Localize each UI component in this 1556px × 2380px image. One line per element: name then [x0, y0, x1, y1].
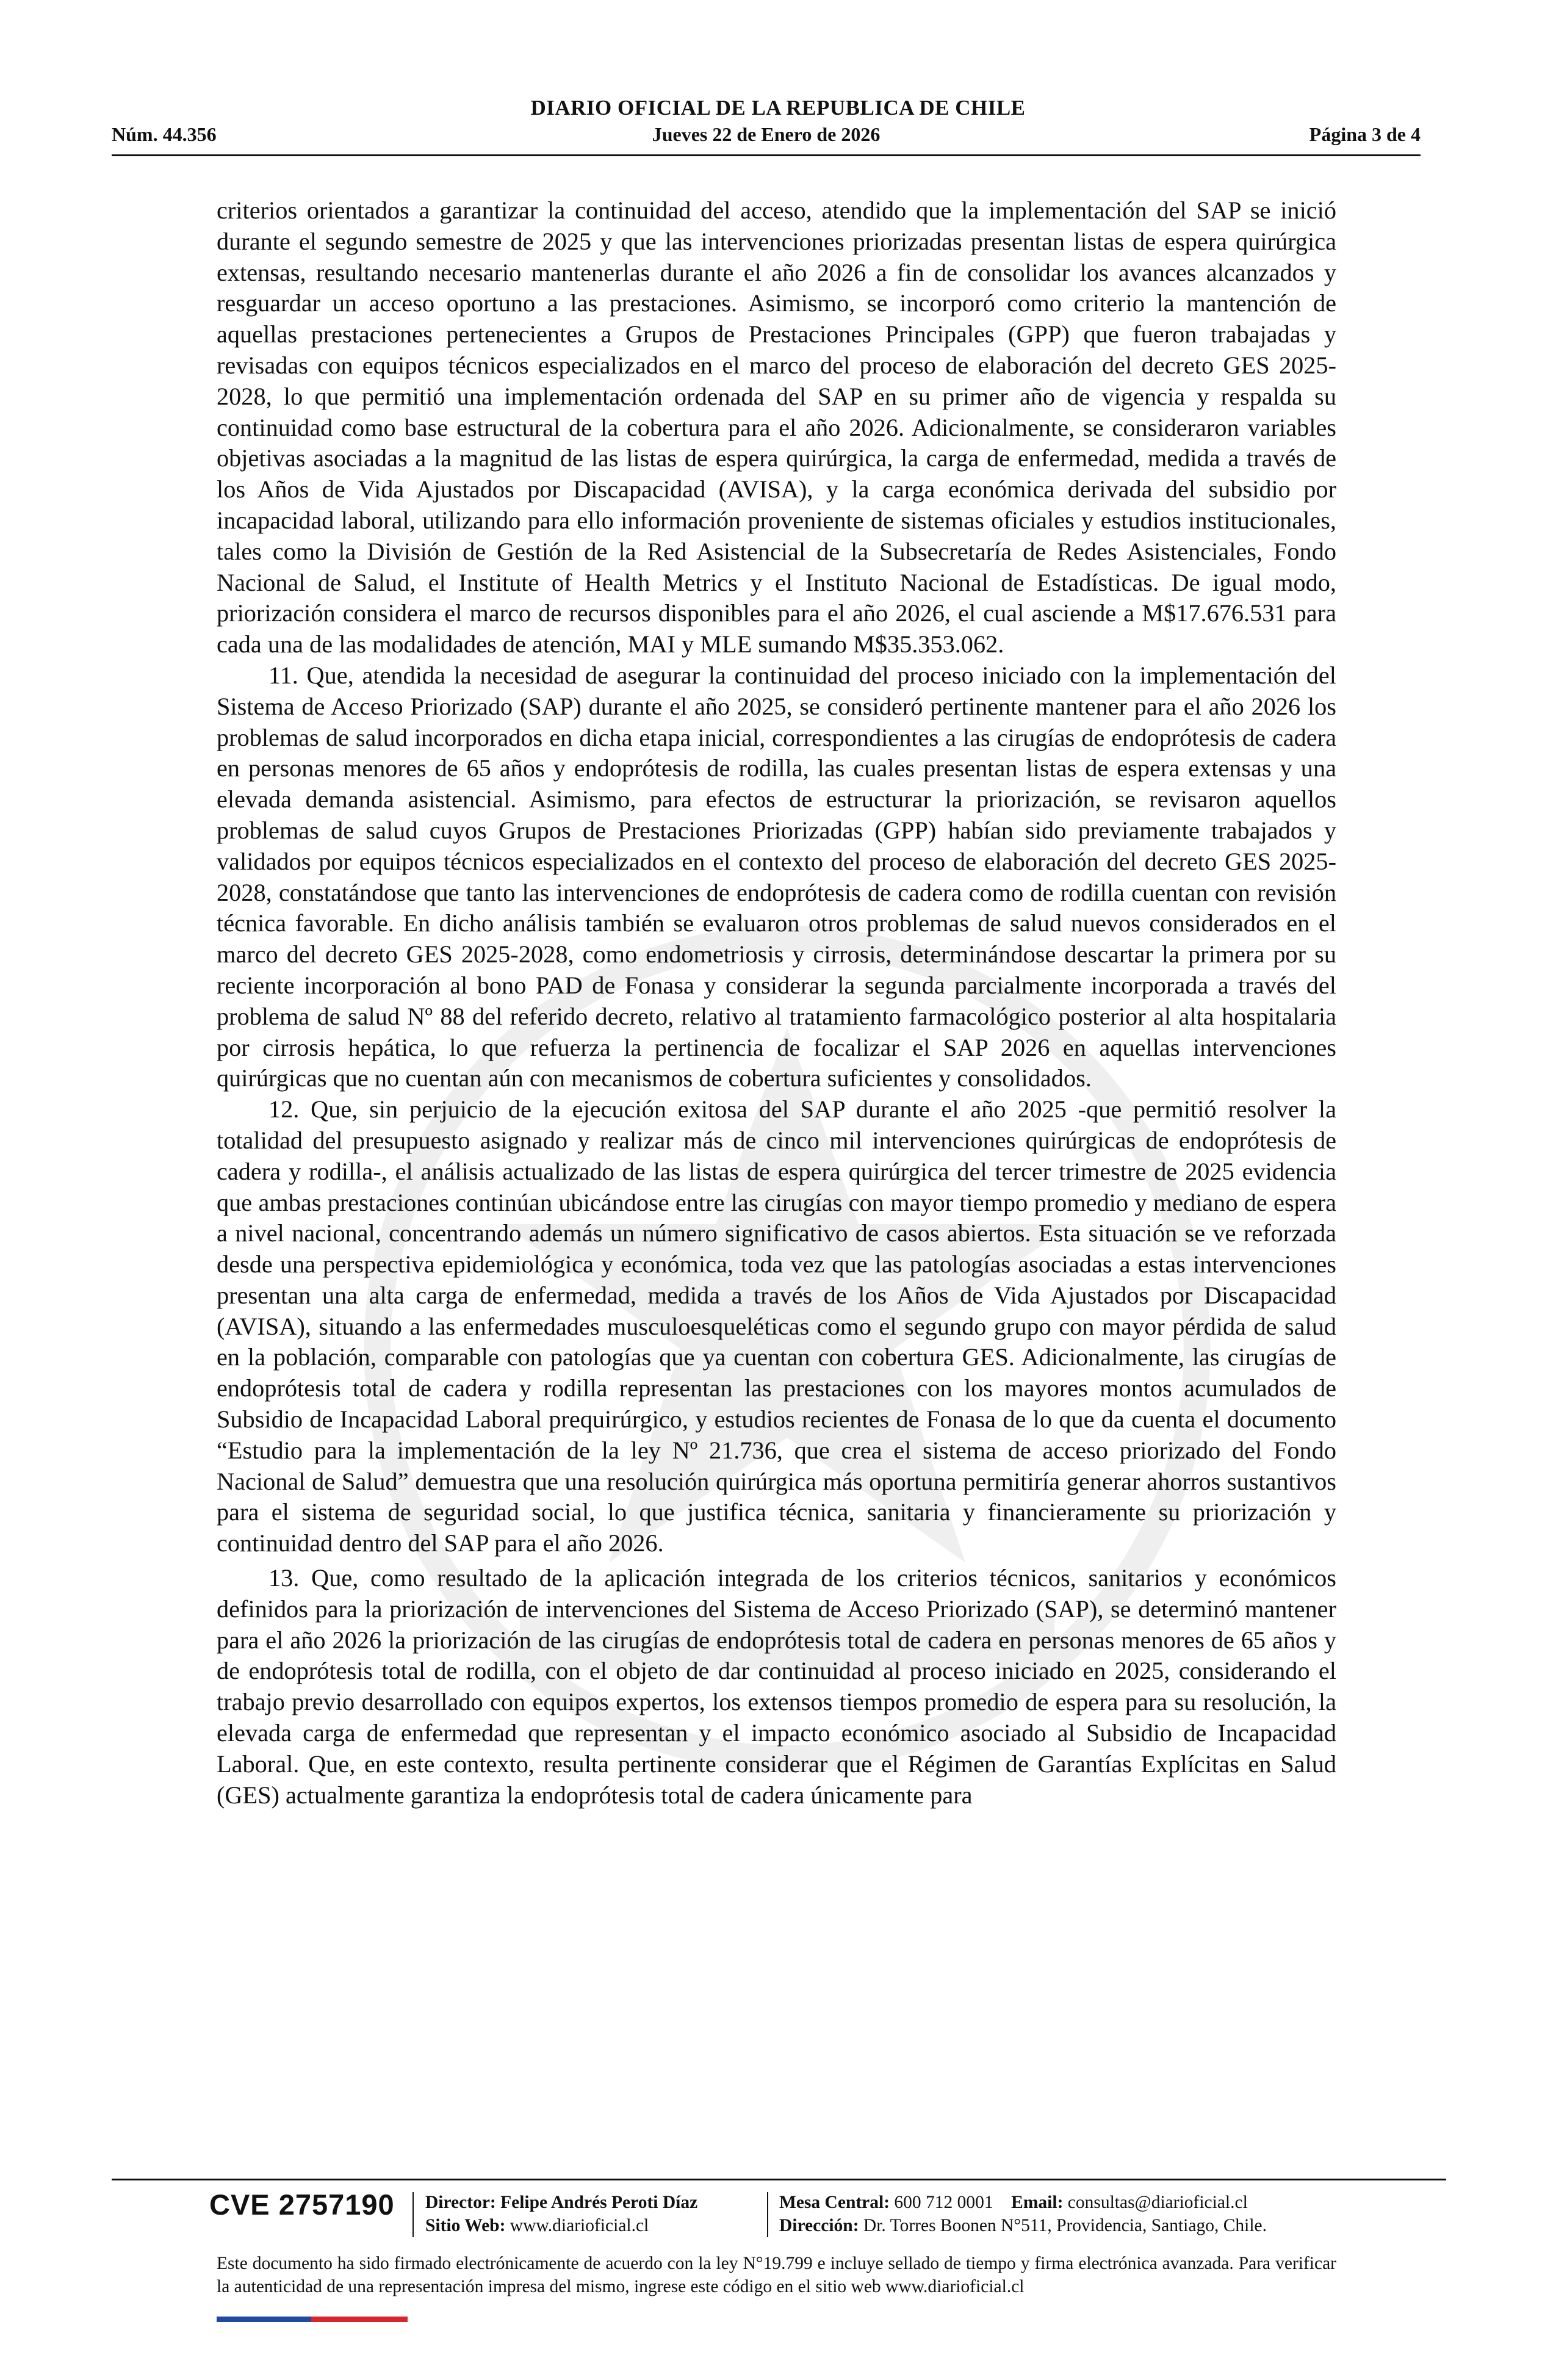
flag-stripe-blue	[217, 2317, 311, 2322]
publication-title: DIARIO OFICIAL DE LA REPUBLICA DE CHILE	[530, 96, 1026, 120]
footer-separator	[412, 2192, 414, 2237]
email-label: Email:	[1011, 2193, 1064, 2212]
header-row	[112, 123, 1421, 150]
email-link[interactable]: consultas@diarioficial.cl	[1067, 2193, 1248, 2212]
issue-date: Jueves 22 de Enero de 2026	[652, 123, 881, 145]
mesa-phone: 600 712 0001	[894, 2193, 993, 2212]
electronic-signature-disclaimer: Este documento ha sido firmado electrónicamente de acuerdo con la ley N°19.799 e incluye sellado de tiempo y firma electrónica avanzada. Para verificar la autenticidad de una representación impresa del mismo, ingrese este código en el sitio web www.diarioficial.cl	[217, 2254, 1336, 2296]
document-body	[217, 195, 1336, 1811]
paragraph-continuation: criterios orientados a garantizar la continuidad del acceso, atendido que la implementación del SAP se inició durante el segundo semestre de 2025 y que las intervenciones priorizadas presentan listas de espera quirúrgica extensas, resultando necesario mantenerlas durante el año 2026 a fin de consolidar los avances alcanzados y resguardar un acceso oportuno a las prestaciones. Asimismo, se incorporó como criterio la mantención de aquellas prestaciones pertenecientes a Grupos de Prestaciones Principales (GPP) que fueron trabajadas y revisadas con equipos técnicos especializados en el marco del proceso de elaboración del decreto GES 2025-2028, lo que permitió una implementación ordenada del SAP en su primer año de vigencia y respalda su continuidad como base estructural de la cobertura para el año 2026. Adicionalmente, se consideraron variables objetivas asociadas a la magnitud de las listas de espera quirúrgica, la carga de enfermedad, medida a través de los Años de Vida Ajustados por Discapacidad (AVISA), y la carga económica derivada del subsidio por incapacidad laboral, utilizando para ello información proveniente de sistemas oficiales y estudios institucionales, tales como la División de Gestión de la Red Asistencial de la Subsecretaría de Redes Asistenciales, Fondo Nacional de Salud, el Institute of Health Metrics y el Instituto Nacional de Estadísticas. De igual modo, priorización considera el marco de recursos disponibles para el año 2026, el cual asciende a M$17.676.531 para cada una de las modalidades de atención, MAI y MLE sumando M$35.353.062.	[217, 197, 1336, 658]
footer-divider	[112, 2179, 1446, 2180]
website-link[interactable]: www.diarioficial.cl	[510, 2216, 649, 2235]
director-info	[425, 2191, 697, 2237]
address-label: Dirección:	[779, 2216, 859, 2235]
director-name: Felipe Andrés Peroti Díaz	[500, 2193, 698, 2212]
flag-stripe-red	[311, 2317, 408, 2322]
address-value: Dr. Torres Boonen N°511, Providencia, Santiago, Chile.	[863, 2216, 1267, 2235]
director-label: Director:	[425, 2193, 496, 2212]
contact-info	[779, 2191, 1267, 2237]
page-indicator: Página 3 de 4	[1309, 123, 1421, 145]
website-label: Sitio Web:	[425, 2216, 506, 2235]
mesa-label: Mesa Central:	[779, 2193, 890, 2212]
paragraph-11: 11. Que, atendida la necesidad de asegurar la continuidad del proceso iniciado con la implementación del Sistema de Acceso Priorizado (SAP) durante el año 2025, se consideró pertinente mantener para el año 2026 los problemas de salud incorporados en dicha etapa inicial, correspondientes a las cirugías de endoprótesis de cadera en personas menores de 65 años y endoprótesis de rodilla, las cuales presentan listas de espera extensas y una elevada demanda asistencial. Asimismo, para efectos de estructurar la priorización, se revisaron aquellos problemas de salud cuyos Grupos de Prestaciones Priorizadas (GPP) habían sido previamente trabajados y validados por equipos técnicos especializados en el contexto del proceso de elaboración del decreto GES 2025-2028, constatándose que tanto las intervenciones de endoprótesis de cadera como de rodilla cuentan con revisión técnica favorable. En dicho análisis también se evaluaron otros problemas de salud nuevos considerados en el marco del decreto GES 2025-2028, como endometriosis y cirrosis, determinándose descartar la primera por su reciente incorporación al bono PAD de Fonasa y considerar la segunda parcialmente incorporada a través del problema de salud Nº 88 del referido decreto, relativo al tratamiento farmacológico posterior al alta hospitalaria por cirrosis hepática, lo que refuerza la pertinencia de focalizar el SAP 2026 en aquellas intervenciones quirúrgicas que no cuentan aún con mecanismos de cobertura suficientes y consolidados.	[217, 661, 1336, 1092]
footer-separator	[767, 2192, 768, 2237]
header-divider	[112, 154, 1421, 156]
paragraph-13: 13. Que, como resultado de la aplicación integrada de los criterios técnicos, sanitarios y económicos definidos para la priorización de intervenciones del Sistema de Acceso Priorizado (SAP), se determinó mantener para el año 2026 la priorización de las cirugías de endoprótesis total de cadera en personas menores de 65 años y de endoprótesis total de rodilla, con el objeto de dar continuidad al proceso iniciado en 2025, considerando el trabajo previo desarrollado con equipos expertos, los extensos tiempos promedio de espera para su resolución, la elevada carga de enfermedad que representan y el impacto económico asociado al Subsidio de Incapacidad Laboral. Que, en este contexto, resulta pertinente considerar que el Régimen de Garantías Explícitas en Salud (GES) actualmente garantiza la endoprótesis total de cadera únicamente para	[217, 1564, 1336, 1809]
paragraph-12: 12. Que, sin perjuicio de la ejecución exitosa del SAP durante el año 2025 -que permitió resolver la totalidad del presupuesto asignado y realizar más de cinco mil intervenciones quirúrgicas de endoprótesis de cadera y rodilla-, el análisis actualizado de las listas de espera quirúrgica del tercer trimestre de 2025 evidencia que ambas prestaciones continúan ubicándose entre las cirugías con mayor tiempo promedio y mediano de espera a nivel nacional, concentrando además un número significativo de casos abiertos. Esta situación se ve reforzada desde una perspectiva epidemiológica y económica, toda vez que las patologías asociadas a estas intervenciones presentan una alta carga de enfermedad, medida a través de los Años de Vida Ajustados por Discapacidad (AVISA), situando a las enfermedades musculoesqueléticas como el segundo grupo con mayor pérdida de salud en la población, comparable con patologías que ya cuentan con cobertura GES. Adicionalmente, las cirugías de endoprótesis total de cadera y rodilla representan las prestaciones con los mayores montos acumulados de Subsidio de Incapacidad Laboral prequirúrgico, y estudios recientes de Fonasa de lo que da cuenta el documento “Estudio para la implementación de la ley Nº 21.736, que crea el sistema de acceso priorizado del Fondo Nacional de Salud” demuestra que una resolución quirúrgica más oportuna permitiría generar ahorros sustantivos para el sistema de seguridad social, lo que justifica técnica, sanitaria y financieramente su priorización y continuidad dentro del SAP para el año 2026.	[217, 1095, 1336, 1557]
issue-number: Núm. 44.356	[112, 123, 217, 145]
cve-code: CVE 2757190	[209, 2188, 395, 2221]
